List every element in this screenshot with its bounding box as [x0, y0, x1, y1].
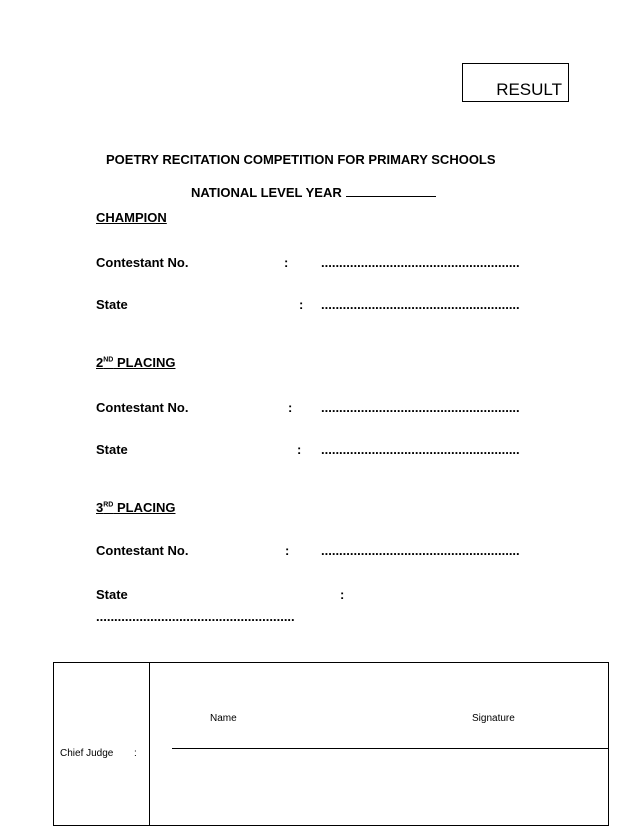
competition-title: POETRY RECITATION COMPETITION FOR PRIMARY SCHOOLS [106, 152, 496, 167]
second-placing-sup: ND [103, 356, 114, 364]
chief-judge-colon: : [134, 748, 137, 759]
year-blank-line[interactable] [346, 196, 436, 197]
second-contestant-label: Contestant No. [96, 400, 189, 415]
third-contestant-colon: : [285, 543, 290, 558]
national-level-year [191, 185, 436, 200]
second-state-label: State [96, 442, 128, 457]
subtitle-text: NATIONAL LEVEL YEAR [191, 185, 342, 200]
second-placing-num: 2 [96, 355, 104, 370]
champion-state-colon: : [299, 297, 304, 312]
second-state-colon: : [297, 442, 302, 457]
third-contestant-dots[interactable]: ....................................................... [321, 543, 520, 558]
champion-contestant-dots[interactable]: ....................................................... [321, 255, 520, 270]
third-placing-text: PLACING [116, 500, 176, 515]
table-column-divider [149, 663, 150, 825]
second-placing-heading [96, 355, 175, 370]
chief-judge-label: Chief Judge [60, 748, 114, 759]
second-contestant-dots[interactable]: ....................................................... [321, 400, 520, 415]
result-label: RESULT [496, 80, 562, 99]
name-header: Name [210, 713, 237, 724]
second-contestant-colon: : [288, 400, 293, 415]
chief-judge-table [53, 662, 609, 826]
third-placing-sup: RD [103, 501, 114, 509]
champion-contestant-label: Contestant No. [96, 255, 189, 270]
champion-state-label: State [96, 297, 128, 312]
third-state-dots[interactable]: ....................................................... [96, 609, 295, 624]
champion-state-dots[interactable]: ....................................................... [321, 297, 520, 312]
champion-contestant-colon: : [284, 255, 289, 270]
third-placing-heading [96, 500, 175, 515]
result-box [462, 63, 569, 102]
signature-line [172, 748, 608, 749]
third-placing-num: 3 [96, 500, 104, 515]
second-placing-text: PLACING [116, 355, 176, 370]
champion-heading: CHAMPION [96, 210, 167, 225]
third-state-label: State [96, 587, 128, 602]
third-state-colon: : [340, 587, 345, 602]
signature-header: Signature [472, 713, 515, 724]
third-contestant-label: Contestant No. [96, 543, 189, 558]
second-state-dots[interactable]: ....................................................... [321, 442, 520, 457]
